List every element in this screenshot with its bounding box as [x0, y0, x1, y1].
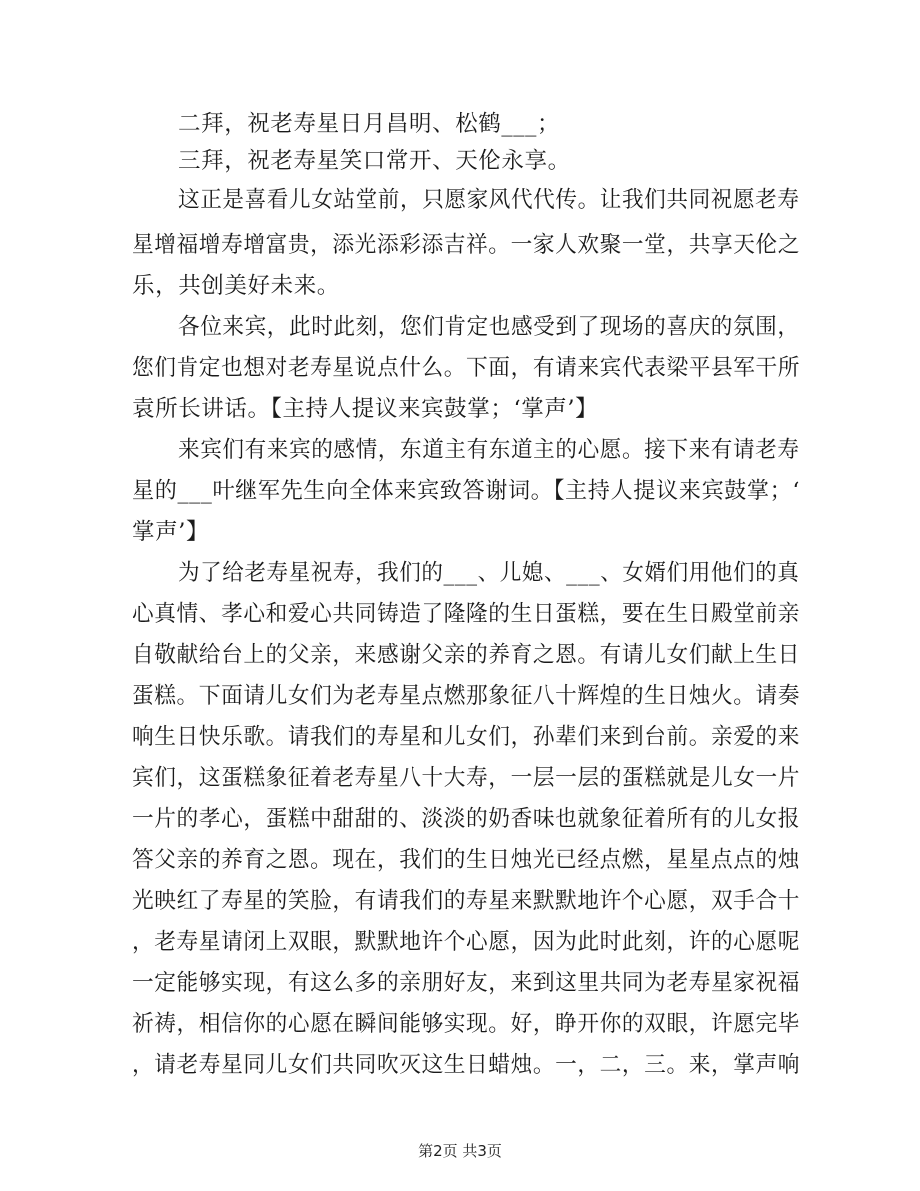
- text-line: 三拜，祝老寿星笑口常开、天伦永享。: [178, 148, 571, 174]
- text-line: 宾们，这蛋糕象征着老寿星八十大寿，一层一层的蛋糕就是儿女一片: [132, 765, 801, 791]
- text-line: 乐，共创美好未来。: [132, 273, 340, 299]
- text-line: 您们肯定也想对老寿星说点什么。下面，有请来宾代表梁平县军干所: [132, 355, 801, 381]
- page-number-footer: 第2页 共3页: [418, 1142, 502, 1160]
- text-line: 二拜，祝老寿星日月昌明、松鹤___；: [178, 111, 561, 137]
- text-line: 来宾们有来宾的感情，东道主有东道主的心愿。接下来有请老寿: [178, 437, 800, 463]
- text-line: 祈祷，相信你的心愿在瞬间能够实现。好，睁开你的双眼，许愿完毕: [132, 1011, 801, 1037]
- text-line: 心真情、孝心和爱心共同铸造了隆隆的生日蛋糕，要在生日殿堂前亲: [132, 601, 801, 627]
- text-line: 为了给老寿星祝寿，我们的___、儿媳、___、女婿们用他们的真: [178, 560, 800, 586]
- text-line: 星增福增寿增富贵，添光添彩添吉祥。一家人欢聚一堂，共享天伦之: [132, 232, 801, 258]
- text-line: 各位来宾，此时此刻，您们肯定也感受到了现场的喜庆的氛围，: [178, 314, 800, 340]
- text-line: 蛋糕。下面请儿女们为老寿星点燃那象征八十辉煌的生日烛火。请奏: [132, 683, 801, 709]
- text-line: 一定能够实现，有这么多的亲朋好友，来到这里共同为老寿星家祝福: [132, 970, 801, 996]
- text-line: 袁所长讲话。【主持人提议来宾鼓掌；‘掌声’】: [132, 396, 599, 422]
- text-line: 掌声’】: [132, 519, 210, 545]
- text-line: 答父亲的养育之恩。现在，我们的生日烛光已经点燃，星星点点的烛: [132, 847, 801, 873]
- text-line: ，老寿星请闭上双眼，默默地许个心愿，因为此时此刻，许的心愿呢: [132, 929, 801, 955]
- text-line: 星的___叶继军先生向全体来宾致答谢词。【主持人提议来宾鼓掌；‘: [132, 478, 800, 504]
- text-line: 响生日快乐歌。请我们的寿星和儿女们，孙辈们来到台前。亲爱的来: [132, 724, 801, 750]
- text-line: 这正是喜看儿女站堂前，只愿家风代代传。让我们共同祝愿老寿: [178, 187, 800, 213]
- text-line: 一片的孝心，蛋糕中甜甜的、淡淡的奶香味也就象征着所有的儿女报: [132, 806, 801, 832]
- text-line: 光映红了寿星的笑脸，有请我们的寿星来默默地许个心愿，双手合十: [132, 888, 801, 914]
- text-line: ，请老寿星同儿女们共同吹灭这生日蜡烛。一，二，三。来，掌声响: [132, 1052, 801, 1078]
- text-line: 自敬献给台上的父亲，来感谢父亲的养育之恩。有请儿女们献上生日: [132, 642, 801, 668]
